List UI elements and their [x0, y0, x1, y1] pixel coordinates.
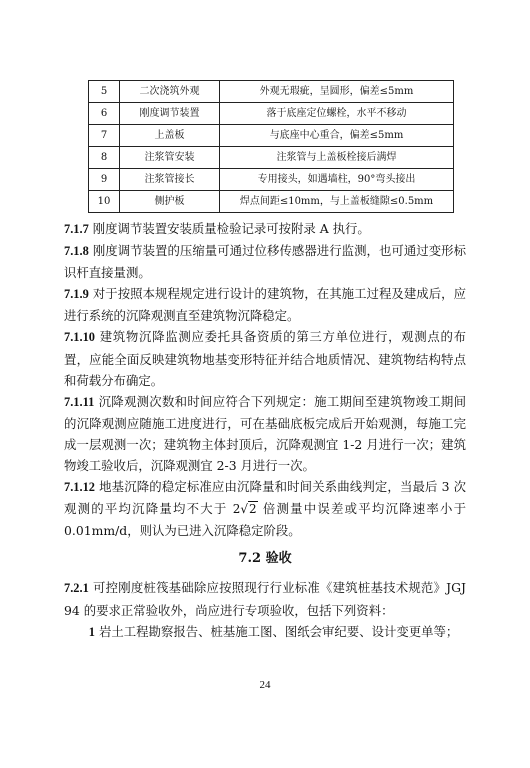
table-row	[89, 125, 454, 147]
clause-7-1-8	[64, 240, 466, 283]
clause-text: 地基沉降的稳定标准应由沉降量和时间关系曲线判定，当最后 3 次观测的平均沉降量均不大于	[64, 479, 466, 517]
clause-7-1-12	[64, 476, 466, 541]
row-number-cell: 5	[89, 81, 120, 103]
row-number-cell: 10	[89, 191, 120, 213]
clause-7-1-7	[64, 218, 466, 240]
clause-number: 7.2.1	[64, 581, 89, 596]
radical-sign: √	[240, 502, 248, 517]
item-cell: 注浆管接长	[120, 169, 220, 191]
clause-text: 沉降观测次数和时间应符合下列规定：施工期间至建筑物竣工期间的沉降观测应随施工进度进行，可在基础底板完成后开始观测，每施工完成一层观测一次；建筑物主体封顶后，沉降观测宜 1-2 月进行一次；建筑物竣工验收后，沉降观测宜 2-3 月进行一次。	[64, 393, 466, 474]
radicand: 2	[249, 502, 257, 517]
requirement-cell: 与底座中心重合，偏差≤5mm	[220, 125, 454, 147]
clause-7-1-9	[64, 283, 466, 326]
clause-text: 可控刚度桩筏基础除应按照现行行业标准《建筑桩基技术规范》JGJ 94 的要求正常验收外，尚应进行专项验收，包括下列资料：	[64, 580, 466, 618]
table-row	[89, 169, 454, 191]
clause-text-continued: 倍测量中误差或平均沉降速率小于 0.01mm/d，则认为已进入沉降稳定阶段。	[64, 501, 466, 539]
item-cell: 注浆管安装	[120, 147, 220, 169]
clause-7-2-1	[64, 577, 466, 620]
row-number-cell: 9	[89, 169, 120, 191]
list-item-text: 岩土工程勘察报告、桩基施工图、图纸会审纪要、设计变更单等；	[99, 623, 459, 639]
clause-text: 刚度调节装置的压缩量可通过位移传感器进行监测，也可通过变形标识杆直接量测。	[64, 243, 466, 281]
clause-7-1-11	[64, 391, 466, 476]
requirement-cell: 专用接头，如遇墙柱，90°弯头接出	[220, 169, 454, 191]
item-cell: 刚度调节装置	[120, 103, 220, 125]
table-row	[89, 103, 454, 125]
requirement-cell: 焊点间距≤10mm，与上盖板缝隙≤0.5mm	[220, 191, 454, 213]
row-number-cell: 7	[89, 125, 120, 147]
list-item-1	[64, 621, 466, 643]
clause-number: 7.1.10	[64, 330, 95, 345]
requirement-cell: 落于底座定位螺栓，水平不移动	[220, 103, 454, 125]
table-row	[89, 191, 454, 213]
table-row	[89, 147, 454, 169]
item-cell: 上盖板	[120, 125, 220, 147]
list-item-number: 1	[88, 624, 95, 639]
clause-number: 7.1.11	[64, 394, 95, 409]
clause-text: 刚度调节装置安装质量检验记录可按附录 A 执行。	[92, 221, 370, 236]
item-cell: 侧护板	[120, 191, 220, 213]
requirement-cell: 外观无瑕疵，呈圆形，偏差≤5mm	[220, 81, 454, 103]
row-number-cell: 6	[89, 103, 120, 125]
clause-number: 7.1.9	[64, 287, 89, 302]
sqrt-coefficient: 2	[232, 502, 241, 517]
clause-text: 建筑物沉降监测应委托具备资质的第三方单位进行，观测点的布置，应能全面反映建筑物地基变形特征并结合地质情况、建筑物结构特点和荷载分布确定。	[64, 329, 466, 388]
page-number: 24	[259, 679, 271, 691]
table-row	[89, 81, 454, 103]
requirement-cell: 注浆管与上盖板栓接后满焊	[220, 147, 454, 169]
clause-7-1-10	[64, 326, 466, 390]
inspection-table	[88, 80, 454, 213]
item-cell: 二次浇筑外观	[120, 81, 220, 103]
clause-text: 对于按照本规程规定进行设计的建筑物，在其施工过程及建成后，应进行系统的沉降观测直至建筑物沉降稳定。	[64, 286, 466, 324]
row-number-cell: 8	[89, 147, 120, 169]
clause-number: 7.1.7	[64, 222, 89, 236]
section-title: 7.2 验收	[238, 551, 292, 567]
sqrt-expression	[233, 499, 258, 520]
body-text	[64, 218, 466, 643]
clause-number: 7.1.8	[64, 244, 89, 259]
inspection-table-body	[89, 81, 454, 213]
clause-number: 7.1.12	[64, 480, 95, 495]
